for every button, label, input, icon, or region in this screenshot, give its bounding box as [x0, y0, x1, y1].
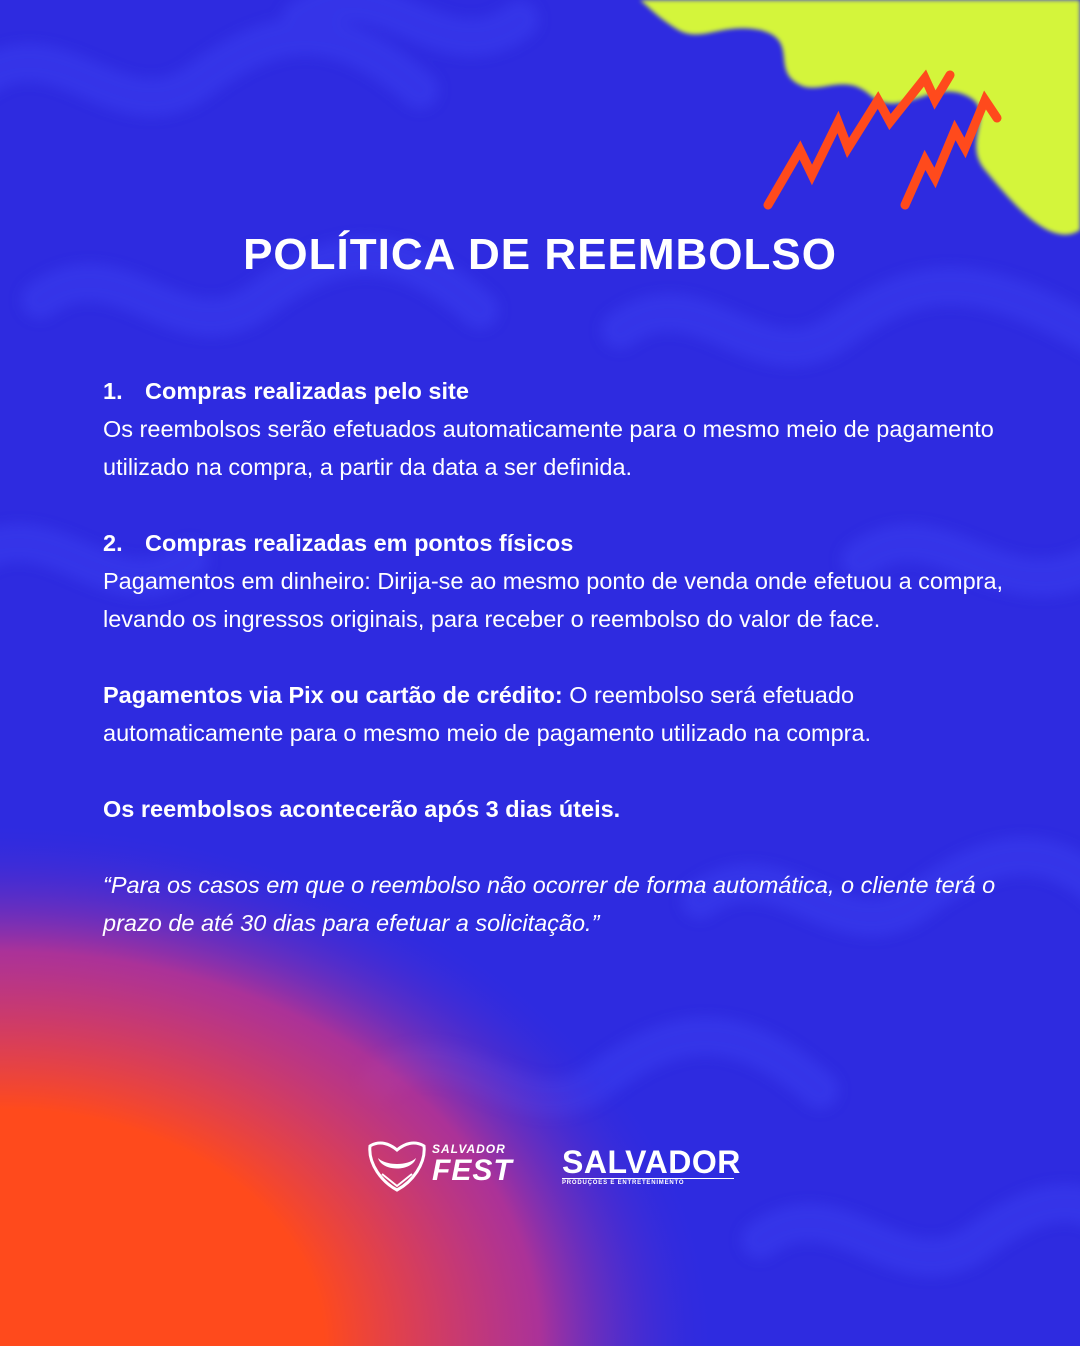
section-1-heading — [103, 372, 1033, 410]
section-1-number: 1. — [103, 378, 123, 404]
pix-paragraph — [103, 676, 1033, 752]
section-2-heading — [103, 524, 1033, 562]
section-1-body: Os reembolsos serão efetuados automaticamente para o mesmo meio de pagamento utilizado na compra, a partir da data a ser definida. — [103, 416, 994, 480]
page-title: POLÍTICA DE REEMBOLSO — [243, 230, 837, 279]
pix-paragraph-label: Pagamentos via Pix ou cartão de crédito: — [103, 682, 563, 708]
refund-quote: “Para os casos em que o reembolso não ocorrer de forma automática, o cliente terá o prazo de até 30 dias para efetuar a solicitação.” — [103, 872, 996, 936]
fest-line1: SALVADOR — [432, 1142, 506, 1156]
fest-line2: FEST — [432, 1154, 513, 1187]
pix-paragraph-text: O reembolso será efetuado automaticamente para o mesmo meio de pagamento utilizado na compra. — [103, 682, 872, 746]
salvador-fest-logo-icon — [366, 1140, 428, 1192]
lime-blob — [640, 0, 1080, 235]
producer-logo-tagline: PRODUÇÕES E ENTRETENIMENTO — [562, 1178, 734, 1186]
section-2-body: Pagamentos em dinheiro: Dirija-se ao mesmo ponto de venda onde efetuou a compra, levando os ingressos originais, para receber o reembolso do valor de face. — [103, 568, 1004, 632]
producer-logo-name: SALVADOR — [562, 1144, 741, 1180]
section-2-title: Compras realizadas em pontos físicos — [145, 530, 574, 556]
logos-footer — [366, 1140, 741, 1190]
refund-notice: Os reembolsos acontecerão após 3 dias úteis. — [103, 796, 621, 822]
section-1-title: Compras realizadas pelo site — [145, 378, 469, 404]
policy-content — [103, 372, 1033, 942]
section-2-number: 2. — [103, 530, 123, 556]
